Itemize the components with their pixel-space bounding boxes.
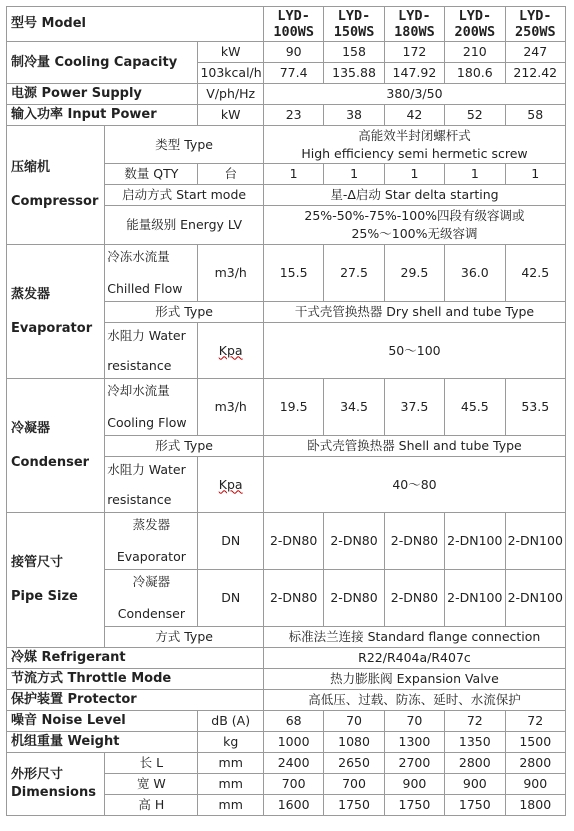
value-cell: 45.5 bbox=[445, 379, 505, 436]
value-cell: 1000 bbox=[263, 732, 323, 753]
condenser-label-cn: 冷凝器 bbox=[11, 420, 51, 436]
value-cell: 2-DN100 bbox=[505, 570, 565, 627]
evaporator-label bbox=[7, 245, 105, 379]
compressor-label-cn: 压缩机 bbox=[11, 160, 51, 175]
row-noise bbox=[7, 711, 566, 732]
value-cell: 210 bbox=[445, 42, 505, 63]
row-condenser-flow bbox=[7, 379, 566, 436]
throttle-value: 热力膨胀阀 Expansion Valve bbox=[263, 669, 565, 690]
throttle-label: 节流方式 Throttle Mode bbox=[7, 669, 264, 690]
value-cell: 34.5 bbox=[324, 379, 384, 436]
unit-cell: 103kcal/h bbox=[198, 63, 264, 84]
start-mode-value: 星-Δ启动 Star delta starting bbox=[263, 185, 565, 206]
value-cell: 172 bbox=[384, 42, 444, 63]
cooling-capacity-label: 制冷量 Cooling Capacity bbox=[7, 42, 198, 84]
row-weight bbox=[7, 732, 566, 753]
evaporator-resistance-value: 50～100 bbox=[263, 323, 565, 379]
chilled-flow-label bbox=[105, 245, 198, 302]
unit-cell: mm bbox=[198, 795, 264, 816]
cooling-flow-label bbox=[105, 379, 198, 436]
value-cell: 70 bbox=[324, 711, 384, 732]
value-cell: 19.5 bbox=[263, 379, 323, 436]
energy-level-label: 能量级别 Energy LV bbox=[105, 206, 264, 245]
cooling-flow-label-en: Cooling Flow bbox=[107, 415, 187, 430]
value-cell: 212.42 bbox=[505, 63, 565, 84]
pipe-evaporator-label-en: Evaporator bbox=[116, 549, 186, 564]
value-cell: 72 bbox=[445, 711, 505, 732]
unit-cell: mm bbox=[198, 753, 264, 774]
value-cell: 37.5 bbox=[384, 379, 444, 436]
unit-cell: kg bbox=[198, 732, 264, 753]
value-cell: 29.5 bbox=[384, 245, 444, 302]
value-cell: 1800 bbox=[505, 795, 565, 816]
length-label: 长 L bbox=[105, 753, 198, 774]
unit-cell: mm bbox=[198, 774, 264, 795]
dimensions-label-cn: 外形尺寸 bbox=[11, 767, 64, 782]
evaporator-type-label: 形式 Type bbox=[105, 302, 264, 323]
value-cell: 380/3/50 bbox=[263, 84, 565, 105]
model-name: LYD-180WS bbox=[384, 7, 444, 42]
value-cell: 42 bbox=[384, 105, 444, 126]
value-cell: 1 bbox=[263, 164, 323, 185]
energy-level-value-line: 25%～100%无级容调 bbox=[351, 226, 478, 241]
value-cell: 1 bbox=[324, 164, 384, 185]
height-label: 高 H bbox=[105, 795, 198, 816]
value-cell: 2-DN80 bbox=[263, 570, 323, 627]
dimensions-label bbox=[7, 753, 105, 816]
unit-cell: DN bbox=[198, 513, 264, 570]
unit-cell: V/ph/Hz bbox=[198, 84, 264, 105]
pipe-condenser-label-en: Condenser bbox=[117, 606, 185, 621]
compressor-type-value-cn: 高能效半封闭螺杆式 bbox=[358, 127, 471, 143]
condenser-label-en: Condenser bbox=[11, 454, 90, 470]
value-cell: 90 bbox=[263, 42, 323, 63]
value-cell: 2-DN80 bbox=[384, 513, 444, 570]
condenser-type-value: 卧式壳管换热器 Shell and tube Type bbox=[263, 436, 565, 457]
value-cell: 42.5 bbox=[505, 245, 565, 302]
resistance-label-line: 水阻力 Water bbox=[107, 327, 186, 343]
refrigerant-label: 冷媒 Refrigerant bbox=[7, 648, 264, 669]
value-cell: 38 bbox=[324, 105, 384, 126]
value-cell: 58 bbox=[505, 105, 565, 126]
row-refrigerant bbox=[7, 648, 566, 669]
value-cell: 2800 bbox=[445, 753, 505, 774]
condenser-resistance-label bbox=[105, 457, 198, 513]
value-cell: 1080 bbox=[324, 732, 384, 753]
compressor-type-label: 类型 Type bbox=[105, 126, 264, 164]
row-input-power bbox=[7, 105, 566, 126]
value-cell: 52 bbox=[445, 105, 505, 126]
chilled-flow-label-en: Chilled Flow bbox=[107, 281, 183, 296]
unit-cell: DN bbox=[198, 570, 264, 627]
spec-table bbox=[6, 6, 566, 816]
value-cell: 27.5 bbox=[324, 245, 384, 302]
value-cell: 77.4 bbox=[263, 63, 323, 84]
model-name: LYD-150WS bbox=[324, 7, 384, 42]
value-cell: 1750 bbox=[445, 795, 505, 816]
unit-cell: Kpa bbox=[198, 457, 264, 513]
value-cell: 1500 bbox=[505, 732, 565, 753]
input-power-label: 输入功率 Input Power bbox=[7, 105, 198, 126]
value-cell: 1600 bbox=[263, 795, 323, 816]
value-cell: 15.5 bbox=[263, 245, 323, 302]
value-cell: 2-DN80 bbox=[324, 570, 384, 627]
value-cell: 2400 bbox=[263, 753, 323, 774]
evaporator-label-en: Evaporator bbox=[11, 320, 93, 336]
unit-cell: Kpa bbox=[198, 323, 264, 379]
condenser-label bbox=[7, 379, 105, 513]
unit-cell: 台 bbox=[198, 164, 264, 185]
evaporator-label-cn: 蒸发器 bbox=[11, 286, 51, 302]
value-cell: 1300 bbox=[384, 732, 444, 753]
value-cell: 2-DN100 bbox=[445, 513, 505, 570]
value-cell: 135.88 bbox=[324, 63, 384, 84]
noise-label: 噪音 Noise Level bbox=[7, 711, 198, 732]
model-name: LYD-200WS bbox=[445, 7, 505, 42]
start-mode-label: 启动方式 Start mode bbox=[105, 185, 264, 206]
compressor-type-value-en: High efficiency semi hermetic screw bbox=[301, 145, 528, 161]
pipe-condenser-label bbox=[105, 570, 198, 627]
model-name: LYD-100WS bbox=[263, 7, 323, 42]
pipe-evaporator-label-cn: 蒸发器 bbox=[132, 517, 171, 532]
value-cell: 2-DN100 bbox=[445, 570, 505, 627]
pipe-evaporator-label bbox=[105, 513, 198, 570]
model-name: LYD-250WS bbox=[505, 7, 565, 42]
condenser-type-label: 形式 Type bbox=[105, 436, 264, 457]
value-cell: 247 bbox=[505, 42, 565, 63]
pipe-method-label: 方式 Type bbox=[105, 627, 264, 648]
protector-value: 高低压、过载、防冻、延时、水流保护 bbox=[263, 690, 565, 711]
row-model bbox=[7, 7, 566, 42]
weight-label: 机组重量 Weight bbox=[7, 732, 198, 753]
row-pipe-evaporator bbox=[7, 513, 566, 570]
compressor-label bbox=[7, 126, 105, 245]
value-cell: 900 bbox=[384, 774, 444, 795]
condenser-resistance-value: 40～80 bbox=[263, 457, 565, 513]
value-cell: 900 bbox=[505, 774, 565, 795]
power-supply-label: 电源 Power Supply bbox=[7, 84, 198, 105]
row-compressor-type bbox=[7, 126, 566, 164]
pipe-condenser-label-cn: 冷凝器 bbox=[132, 574, 171, 589]
value-cell: 180.6 bbox=[445, 63, 505, 84]
value-cell: 700 bbox=[324, 774, 384, 795]
width-label: 宽 W bbox=[105, 774, 198, 795]
unit-cell: kW bbox=[198, 42, 264, 63]
value-cell: 2-DN80 bbox=[263, 513, 323, 570]
unit-cell: dB (A) bbox=[198, 711, 264, 732]
value-cell: 70 bbox=[384, 711, 444, 732]
value-cell: 1750 bbox=[324, 795, 384, 816]
energy-level-value bbox=[263, 206, 565, 245]
evaporator-resistance-label bbox=[105, 323, 198, 379]
row-power-supply bbox=[7, 84, 566, 105]
unit-cell: m3/h bbox=[198, 379, 264, 436]
value-cell: 1 bbox=[505, 164, 565, 185]
value-cell: 1 bbox=[384, 164, 444, 185]
value-cell: 36.0 bbox=[445, 245, 505, 302]
value-cell: 2800 bbox=[505, 753, 565, 774]
resistance-label-line: resistance bbox=[107, 357, 172, 373]
pipe-method-value: 标准法兰连接 Standard flange connection bbox=[263, 627, 565, 648]
compressor-label-en: Compressor bbox=[11, 194, 99, 209]
value-cell: 2700 bbox=[384, 753, 444, 774]
energy-level-value-line: 25%-50%-75%-100%四段有级容调或 bbox=[304, 208, 525, 223]
compressor-type-value bbox=[263, 126, 565, 164]
unit-cell: m3/h bbox=[198, 245, 264, 302]
value-cell: 1 bbox=[445, 164, 505, 185]
pipe-size-label bbox=[7, 513, 105, 648]
dimensions-label-en: Dimensions bbox=[11, 785, 96, 800]
value-cell: 72 bbox=[505, 711, 565, 732]
value-cell: 2650 bbox=[324, 753, 384, 774]
resistance-label-line: resistance bbox=[107, 491, 172, 507]
chilled-flow-label-cn: 冷冻水流量 bbox=[107, 249, 170, 264]
pipe-size-label-en: Pipe Size bbox=[11, 589, 78, 604]
value-cell: 68 bbox=[263, 711, 323, 732]
value-cell: 1350 bbox=[445, 732, 505, 753]
model-label: 型号 Model bbox=[7, 7, 264, 42]
row-evaporator-flow bbox=[7, 245, 566, 302]
compressor-qty-label: 数量 QTY bbox=[105, 164, 198, 185]
protector-label: 保护装置 Protector bbox=[7, 690, 264, 711]
evaporator-type-value: 干式壳管换热器 Dry shell and tube Type bbox=[263, 302, 565, 323]
refrigerant-value: R22/R404a/R407c bbox=[263, 648, 565, 669]
value-cell: 53.5 bbox=[505, 379, 565, 436]
row-protector bbox=[7, 690, 566, 711]
value-cell: 1750 bbox=[384, 795, 444, 816]
row-dim-length bbox=[7, 753, 566, 774]
pipe-size-label-cn: 接管尺寸 bbox=[11, 555, 64, 570]
value-cell: 2-DN100 bbox=[505, 513, 565, 570]
value-cell: 147.92 bbox=[384, 63, 444, 84]
resistance-label-line: 水阻力 Water bbox=[107, 461, 186, 477]
value-cell: 700 bbox=[263, 774, 323, 795]
value-cell: 2-DN80 bbox=[324, 513, 384, 570]
value-cell: 900 bbox=[445, 774, 505, 795]
row-throttle bbox=[7, 669, 566, 690]
unit-cell: kW bbox=[198, 105, 264, 126]
value-cell: 158 bbox=[324, 42, 384, 63]
cooling-flow-label-cn: 冷却水流量 bbox=[107, 383, 170, 398]
value-cell: 2-DN80 bbox=[384, 570, 444, 627]
value-cell: 23 bbox=[263, 105, 323, 126]
row-cooling-kw bbox=[7, 42, 566, 63]
